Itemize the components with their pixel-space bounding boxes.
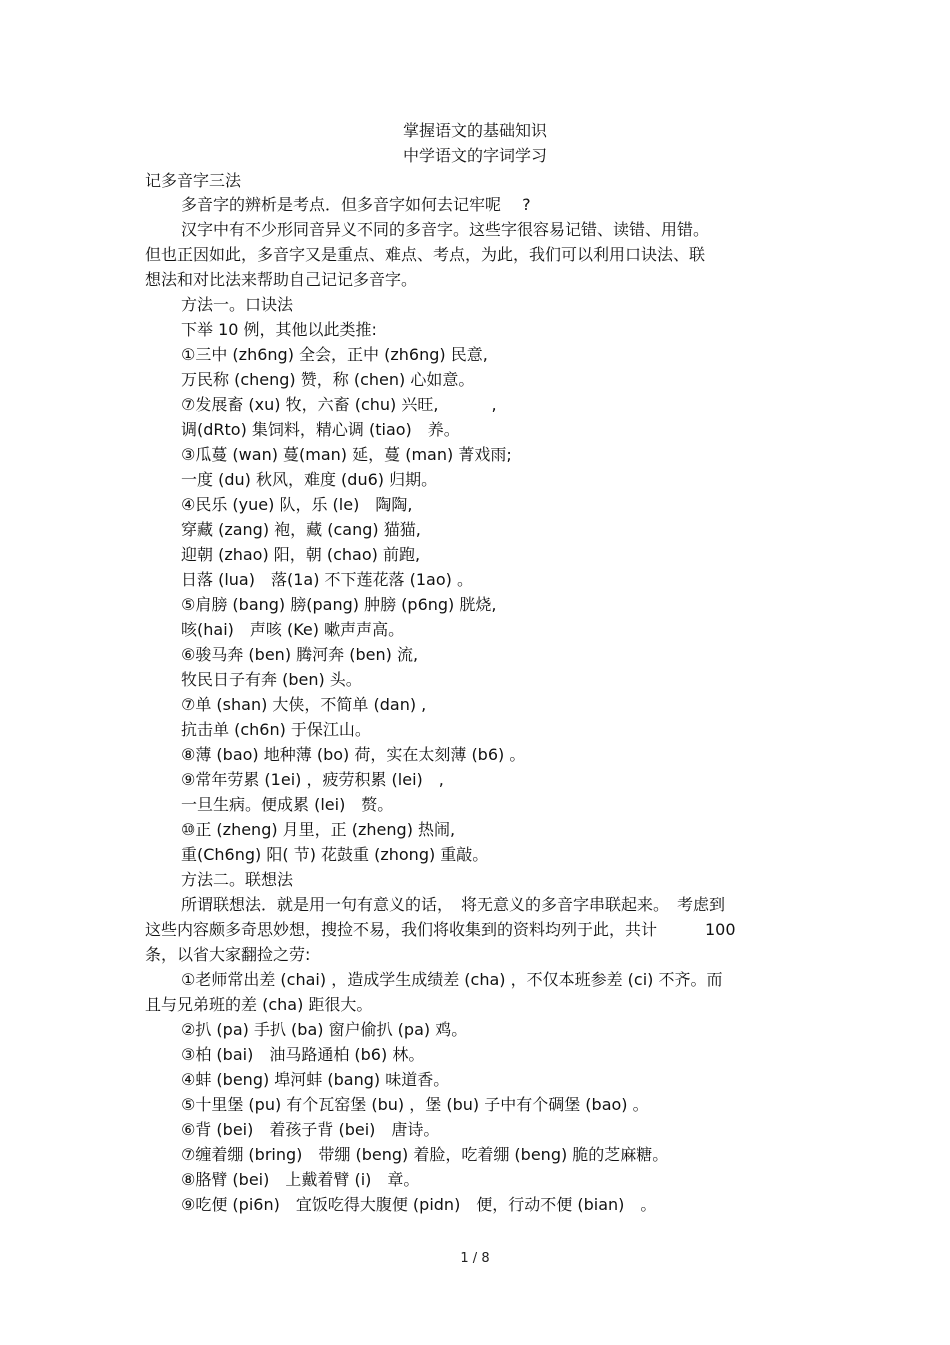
method-two-heading: 方法二。联想法 (181, 870, 294, 889)
intro-paragraph-line: 想法和对比法来帮助自己记记多音字。 (145, 270, 418, 289)
mnemonic-line: ⑩正 (zheng) 月里，正 (zheng) 热闹, (181, 820, 456, 839)
method-one-lead: 下举 10 例，其他以此类推: (181, 320, 377, 339)
mnemonic-line: ④民乐 (yue) 队，乐 (le) 陶陶, (181, 495, 413, 514)
association-item: ①老师常出差 (chai) ，造成学生成绩差 (cha) ，不仅本班参差 (ci) 不齐。而 (181, 970, 723, 989)
mnemonic-line: ⑤肩膀 (bang) 膀(pang) 肿膀 (p6ng) 胱烧, (181, 595, 497, 614)
association-item: ③柏 (bai) 油马路通柏 (b6) 林。 (181, 1045, 425, 1064)
association-item: ④蚌 (beng) 埠河蚌 (bang) 味道香。 (181, 1070, 450, 1089)
association-item: ⑨吃便 (pi6n) 宜饭吃得大腹便 (pidn) 便，行动不便 (bian) 。 (181, 1195, 657, 1214)
mnemonic-line: 一度 (du) 秋风，难度 (du6) 归期。 (181, 470, 438, 489)
association-item: ⑥背 (bei) 着孩子背 (bei) 唐诗。 (181, 1120, 440, 1139)
mnemonic-line: 万民称 (cheng) 赞，称 (chen) 心如意。 (181, 370, 475, 389)
mnemonic-line: 咳(hai) 声咳 (Ke) 嗽声声高。 (181, 620, 405, 639)
association-item: ⑧胳臂 (bei) 上戴着臂 (i) 章。 (181, 1170, 420, 1189)
method-one-heading: 方法一。口诀法 (181, 295, 294, 314)
mnemonic-line: ③瓜蔓 (wan) 蔓(man) 延，蔓 (man) 菁戏雨; (181, 445, 512, 464)
mnemonic-line: 日落 (lua) 落(1a) 不下莲花落 (1ao) 。 (181, 570, 473, 589)
intro-paragraph-line: 汉字中有不少形同音异义不同的多音字。这些字很容易记错、读错、用错。 (181, 220, 710, 239)
mnemonic-line: ①三中 (zh6ng) 全会，正中 (zh6ng) 民意, (181, 345, 488, 364)
document-title: 掌握语文的基础知识 (402, 121, 547, 140)
association-item: ⑦缠着绷 (bring) 带绷 (beng) 着脸，吃着绷 (beng) 脆的芝麻糖。 (181, 1145, 669, 1164)
page-indicator: 1 / 8 (460, 1251, 490, 1266)
mnemonic-line: ⑦发展畜 (xu) 牧，六畜 (chu) 兴旺, , (181, 395, 497, 414)
mnemonic-line: ⑧薄 (bao) 地种薄 (bo) 荷，实在太刻薄 (b6) 。 (181, 745, 526, 764)
section-heading: 记多音字三法 (145, 171, 242, 190)
mnemonic-line: 牧民日子有奔 (ben) 头。 (181, 670, 362, 689)
method-two-description: 条，以省大家翻捡之劳: (145, 945, 311, 964)
association-item: ⑤十里堡 (pu) 有个瓦窑堡 (bu) ，堡 (bu) 子中有个碉堡 (bao) 。 (181, 1095, 649, 1114)
mnemonic-line: ⑨常年劳累 (1ei) ，疲劳积累 (lei) , (181, 770, 444, 789)
intro-question: 多音字的辨析是考点．但多音字如何去记牢呢 ? (181, 195, 531, 214)
method-two-description: 所谓联想法．就是用一句有意义的话， 将无意义的多音字串联起来。 考虑到 (181, 895, 726, 914)
association-item: 且与兄弟班的差 (cha) 距很大。 (145, 995, 373, 1014)
mnemonic-line: 穿藏 (zang) 袍，藏 (cang) 猫猫, (181, 520, 421, 539)
mnemonic-line: ⑥骏马奔 (ben) 腾河奔 (ben) 流, (181, 645, 419, 664)
mnemonic-line: 一旦生病。便成累 (lei) 赘。 (181, 795, 394, 814)
mnemonic-line: 抗击单 (ch6n) 于保江山。 (181, 720, 371, 739)
method-two-description: 这些内容颇多奇思妙想，搜捡不易，我们将收集到的资料均列于此，共计 100 (145, 920, 736, 939)
mnemonic-line: ⑦单 (shan) 大侠，不简单 (dan) , (181, 695, 427, 714)
association-item: ②扒 (pa) 手扒 (ba) 窗户偷扒 (pa) 鸡。 (181, 1020, 468, 1039)
mnemonic-line: 重(Ch6ng) 阳( 节) 花鼓重 (zhong) 重敲。 (181, 845, 489, 864)
mnemonic-line: 调(dRto) 集饲料，精心调 (tiao) 养。 (181, 420, 460, 439)
mnemonic-line: 迎朝 (zhao) 阳，朝 (chao) 前跑, (181, 545, 421, 564)
document-subtitle: 中学语文的字词学习 (402, 146, 547, 165)
intro-paragraph-line: 但也正因如此，多音字又是重点、难点、考点，为此，我们可以利用口诀法、联 (145, 245, 706, 264)
